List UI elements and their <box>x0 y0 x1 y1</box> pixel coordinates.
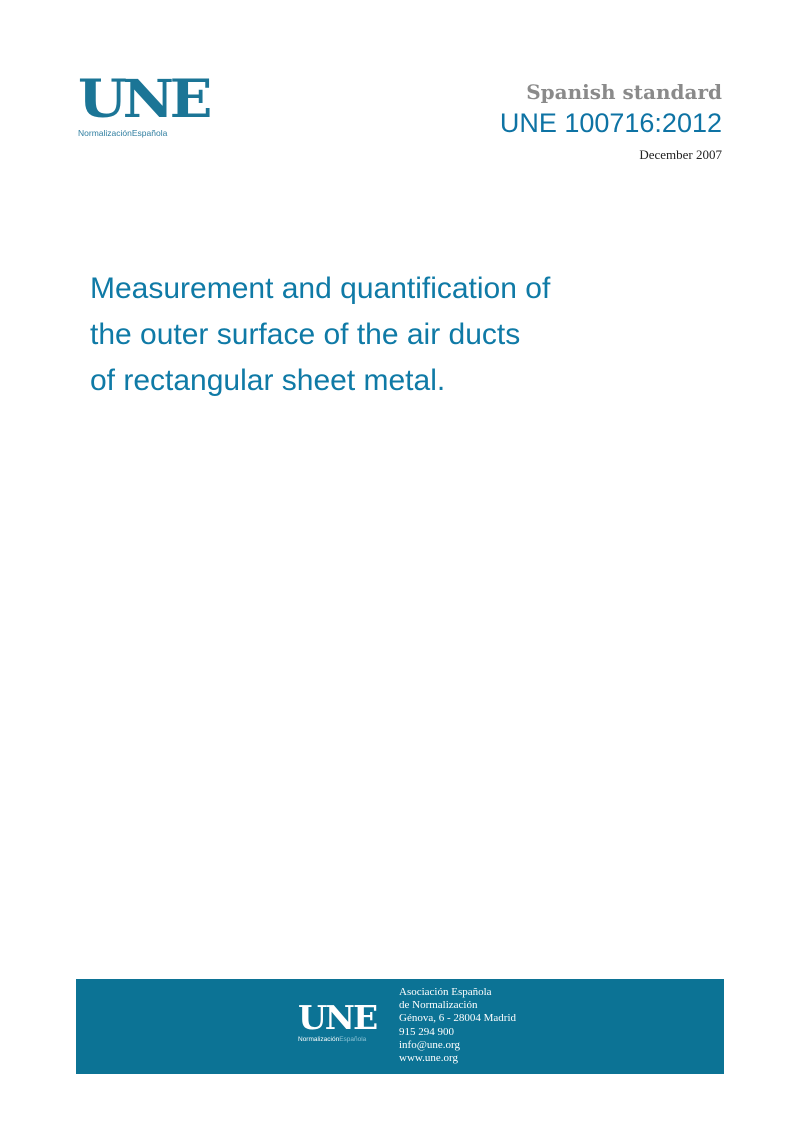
standard-date: December 2007 <box>639 147 722 162</box>
une-logo-subtitle-a: Normalización <box>78 128 132 138</box>
address-email: info@une.org <box>399 1038 460 1051</box>
footer-address <box>399 986 516 1065</box>
address-phone: 915 294 900 <box>399 1025 454 1038</box>
standard-header <box>500 79 722 163</box>
footer-logo-subtitle-a: Normalización <box>298 1036 340 1043</box>
standard-kind: Spanish standard <box>526 80 722 104</box>
une-logo-subtitle-b: Española <box>131 128 168 138</box>
footer-logo-subtitle-b: Española <box>339 1036 367 1043</box>
title-line: of rectangular sheet metal. <box>90 364 446 397</box>
title-line: the outer surface of the air ducts <box>90 318 521 351</box>
address-org-line: de Normalización <box>399 999 478 1012</box>
une-logo-mark: UNE <box>78 69 209 130</box>
address-street: Génova, 6 - 28004 Madrid <box>399 1012 517 1025</box>
footer-banner <box>76 979 724 1074</box>
footer-logo-mark: UNE <box>298 998 377 1037</box>
footer-logo-subtitle <box>298 1036 376 1043</box>
une-logo <box>78 69 209 138</box>
address-website: www.une.org <box>399 1052 458 1065</box>
title-line: Measurement and quantification of <box>90 272 551 305</box>
document-title <box>90 266 710 404</box>
footer-une-logo <box>298 998 377 1043</box>
address-org-line: Asociación Española <box>399 986 492 998</box>
standard-code: UNE 100716:2012 <box>499 108 722 138</box>
